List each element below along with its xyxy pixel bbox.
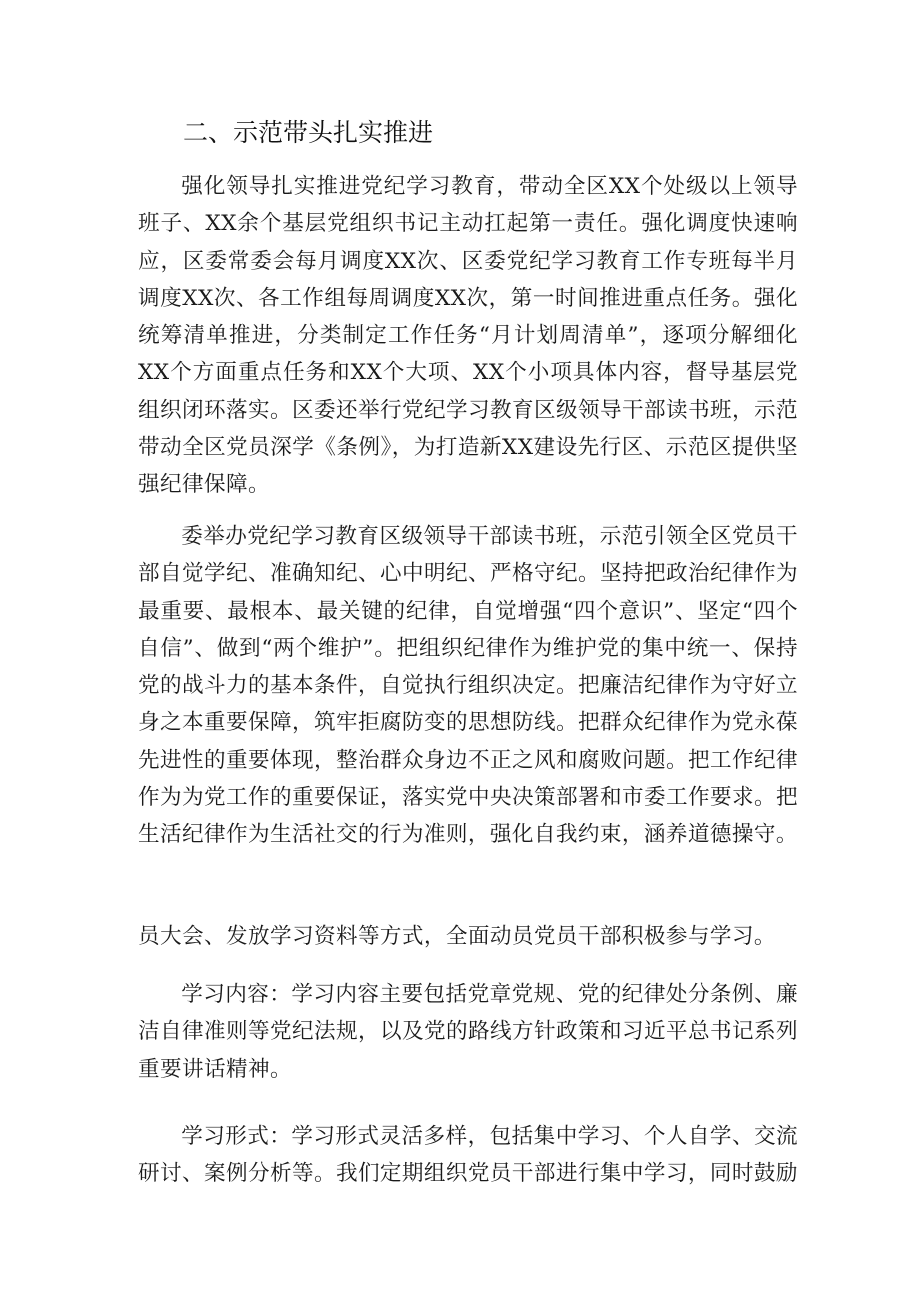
section-heading: 二、示范带头扎实推进 <box>183 118 434 147</box>
paragraph-leadership: 强化领导扎实推进党纪学习教育，带动全区XX个处级以上领导班子、XX余个基层党组织书记主动扛起第一责任。强化调度快速响应，区委常委会每月调度XX次、区委党纪学习教育工作专班每半月调度XX次、各工作组每周调度XX次，第一时间推进重点任务。强化统筹清单推进，分类制定工作任务“月计划周清单”，逐项分解细化XX个方面重点任务和XX个大项、XX个小项具体内容，督导基层党组织闭环落实。区委还举行党纪学习教育区级领导干部读书班，示范带动全区党员深学《条例》，为打造新XX建设先行区、示范区提供坚强纪律保障。 <box>138 174 798 498</box>
paragraph-mobilization: 员大会、发放学习资料等方式，全面动员党员干部积极参与学习。 <box>138 924 776 949</box>
paragraph-study-content: 学习内容：学习内容主要包括党章党规、党的纪律处分条例、廉洁自律准则等党纪法规，以及党的路线方针政策和习近平总书记系列重要讲话精神。 <box>138 982 798 1082</box>
paragraph-reading-class: 委举办党纪学习教育区级领导干部读书班，示范引领全区党员干部自觉学纪、准确知纪、心中明纪、严格守纪。坚持把政治纪律作为最重要、最根本、最关键的纪律，自觉增强“四个意识”、坚定“四个自信”、做到“两个维护”。把组织纪律作为维护党的集中统一、保持党的战斗力的基本条件，自觉执行组织决定。把廉洁纪律作为守好立身之本重要保障，筑牢拒腐防变的思想防线。把群众纪律作为党永葆先进性的重要体现，整治群众身边不正之风和腐败问题。把工作纪律作为为党工作的重要保证，落实党中央决策部署和市委工作要求。把生活纪律作为生活社交的行为准则，强化自我约束，涵养道德操守。 <box>138 524 798 848</box>
paragraph-study-format: 学习形式：学习形式灵活多样，包括集中学习、个人自学、交流研讨、案例分析等。我们定期组织党员干部进行集中学习，同时鼓励 <box>138 1124 798 1187</box>
